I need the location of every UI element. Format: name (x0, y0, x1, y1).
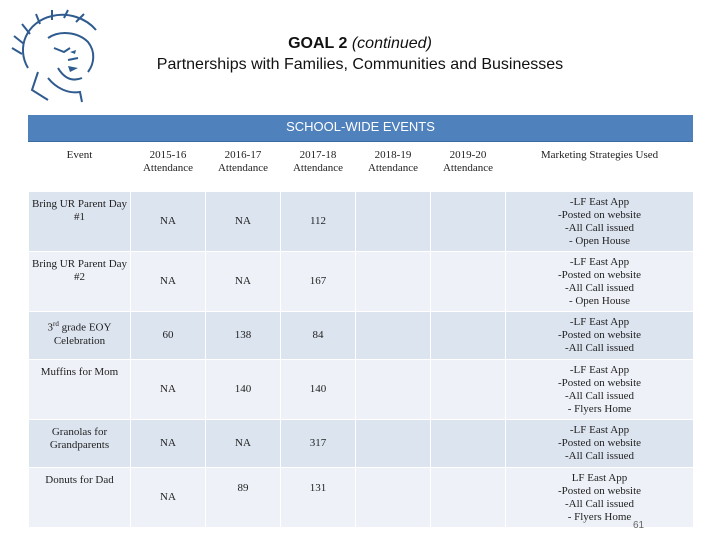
strategy-item: -LF East App (569, 363, 630, 376)
attendance-2017-18: 84 (281, 312, 356, 360)
attendance-2015-16: NA (131, 252, 206, 312)
strategy-item: -Posted on website (557, 484, 642, 497)
marketing-strategies (506, 420, 694, 468)
event-name-sup: rd (53, 320, 59, 328)
strategy-item: -All Call issued (564, 221, 635, 234)
event-name: Bring UR Parent Day #1 (29, 192, 131, 252)
attendance-2016-17: NA (206, 420, 281, 468)
event-name: Muffins for Mom (29, 360, 131, 420)
table-row (29, 468, 694, 528)
attendance-2019-20 (431, 420, 506, 468)
attendance-2015-16: NA (131, 420, 206, 468)
attendance-2019-20 (431, 192, 506, 252)
attendance-2017-18: 140 (281, 360, 356, 420)
attendance-2018-19 (356, 420, 431, 468)
strategy-item: -Posted on website (557, 376, 642, 389)
strategy-item: -All Call issued (564, 497, 635, 510)
attendance-2019-20 (431, 360, 506, 420)
event-name-prefix: 3 (47, 321, 54, 334)
attendance-2017-18: 112 (281, 192, 356, 252)
event-name: Bring UR Parent Day #2 (29, 252, 131, 312)
attendance-2015-16: NA (131, 468, 206, 528)
table-row (29, 312, 694, 360)
table-row (29, 420, 694, 468)
strategy-item: LF East App (571, 471, 628, 484)
attendance-2019-20 (431, 312, 506, 360)
strategy-item: -LF East App (569, 195, 630, 208)
attendance-2018-19 (356, 312, 431, 360)
strategy-item: - Flyers Home (567, 402, 632, 415)
attendance-2018-19 (356, 252, 431, 312)
attendance-2016-17: 140 (206, 360, 281, 420)
marketing-strategies (506, 360, 694, 420)
strategy-item: -Posted on website (557, 268, 642, 281)
attendance-2016-17: NA (206, 192, 281, 252)
col-header-event: Event (29, 143, 131, 192)
attendance-2015-16: NA (131, 360, 206, 420)
attendance-2015-16: 60 (131, 312, 206, 360)
col-header-2015-16: 2015-16 Attendance (131, 143, 206, 192)
table-row (29, 252, 694, 312)
attendance-2019-20 (431, 252, 506, 312)
attendance-2017-18: 131 (281, 468, 356, 528)
marketing-strategies (506, 192, 694, 252)
title-goal: GOAL 2 (288, 35, 348, 52)
attendance-2016-17: NA (206, 252, 281, 312)
attendance-2018-19 (356, 360, 431, 420)
event-name: Granolas for Grandparents (29, 420, 131, 468)
page-subtitle: Partnerships with Families, Communities and Businesses (156, 56, 564, 73)
strategy-item: - Flyers Home (567, 510, 632, 523)
attendance-2015-16: NA (131, 192, 206, 252)
col-header-marketing: Marketing Strategies Used (506, 143, 694, 192)
attendance-2016-17: 89 (206, 468, 281, 528)
attendance-2018-19 (356, 468, 431, 528)
page-number: 61 (633, 520, 645, 531)
marketing-strategies (506, 312, 694, 360)
strategy-item: -All Call issued (564, 342, 635, 354)
strategy-item: -LF East App (569, 255, 630, 268)
marketing-strategies (506, 252, 694, 312)
event-name-suffix: grade EOY Celebration (53, 321, 112, 347)
attendance-2017-18: 167 (281, 252, 356, 312)
table-row (29, 360, 694, 420)
strategy-item: -Posted on website (557, 437, 642, 449)
attendance-2017-18: 317 (281, 420, 356, 468)
page-title (0, 35, 720, 53)
col-header-2018-19: 2018-19 Attendance (356, 143, 431, 192)
strategy-item: - Open House (568, 294, 631, 307)
strategy-item: -All Call issued (564, 450, 635, 462)
table-caption: SCHOOL-WIDE EVENTS (28, 115, 693, 143)
table-row (29, 192, 694, 252)
strategy-item: -LF East App (569, 316, 630, 328)
attendance-2019-20 (431, 468, 506, 528)
table-header-row (29, 143, 694, 192)
marketing-strategies (506, 468, 694, 528)
strategy-item: -Posted on website (557, 208, 642, 221)
col-header-2017-18: 2017-18 Attendance (281, 143, 356, 192)
title-continued: (continued) (351, 35, 432, 52)
strategy-item: -Posted on website (557, 329, 642, 341)
strategy-item: -LF East App (569, 424, 630, 436)
attendance-2016-17: 138 (206, 312, 281, 360)
strategy-item: -All Call issued (564, 281, 635, 294)
col-header-2019-20: 2019-20 Attendance (431, 143, 506, 192)
event-name (29, 312, 131, 360)
strategy-item: - Open House (568, 234, 631, 247)
events-table (28, 142, 694, 528)
strategy-item: -All Call issued (564, 389, 635, 402)
col-header-2016-17: 2016-17 Attendance (206, 143, 281, 192)
event-name: Donuts for Dad (29, 468, 131, 528)
attendance-2018-19 (356, 192, 431, 252)
